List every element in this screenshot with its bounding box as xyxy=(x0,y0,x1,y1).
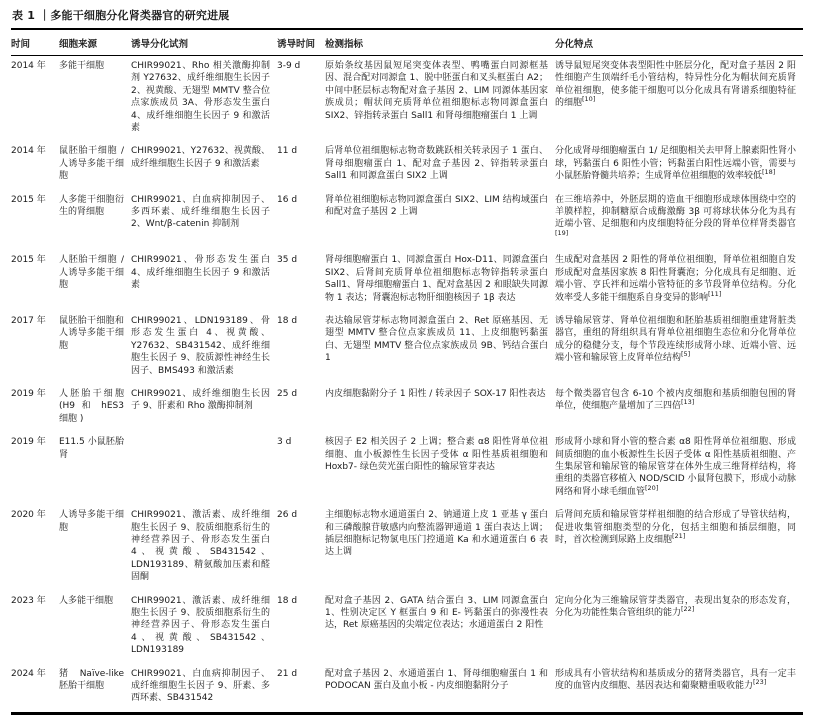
cell-source: 鼠胚胎干细胞和人诱导多能干细胞 xyxy=(59,315,124,351)
features-text: 形成肾小球和肾小管的整合素 α8 阳性肾单位祖细胞、形成间质细胞的血小板源性生长因子受体 α 阳性基质祖细胞、产生集尿管和输尿管的输尿管芽在体外生成三维肾样结构，将重组的类器官移植入 NOD/SCID 小鼠肾包膜下，形成小动脉网络和肾小球毛细血管 xyxy=(555,437,796,497)
cell-features xyxy=(555,311,803,384)
table-row xyxy=(11,384,803,432)
table-row xyxy=(11,311,803,384)
cell-source: 猪 Naïve-like 胚胎干细胞 xyxy=(59,668,124,692)
cell-reagents xyxy=(131,432,277,505)
cell-features xyxy=(555,432,803,505)
cell-features xyxy=(555,384,803,432)
col-header-duration: 诱导时间 xyxy=(277,29,325,56)
cell-source: 鼠胚胎干细胞 / 人诱导多能干细胞 xyxy=(59,146,124,182)
citation-ref: [13] xyxy=(681,398,695,407)
table-row xyxy=(11,141,803,189)
table-header xyxy=(11,29,803,56)
cell-indicators: 原始条纹基因鼠短尾突变体表型、鸭嘴蛋白同源框基因、混合配对同源盒 1、脱中胚蛋白和叉头框蛋白 A2；中间中胚层标志物配对盒子基因 2、LIM 同源体基因家族成员；帽状间充质肾单位祖细胞标志物同源盒蛋白 SIX2、锌指转录蛋白 Sall1 和肾母细胞瘤蛋白 1 上调 xyxy=(325,61,548,121)
cell-indicators: 肾母细胞瘤蛋白 1、同源盒蛋白 Hox-D11、同源盒蛋白 SIX2、后肾间充质肾单位祖细胞标志物锌指转录蛋白 Sall1、肾母细胞瘤蛋白 1、配对盒基因 2 和眼缺失同源物 1 表达；肾囊泡标志物肝细胞核因子 1β 表达 xyxy=(325,255,548,303)
cell-features xyxy=(555,190,803,251)
cell-duration: 21 d xyxy=(277,668,298,679)
cell-year: 2015 年 xyxy=(11,255,46,266)
cell-indicators: 后肾单位祖细胞标志物奇数跳跃相关转录因子 1 蛋白、肾母细胞瘤蛋白 1、配对盒子基因 2、锌指转录蛋白 Sall1 和同源盒蛋白 SIX2 上调 xyxy=(325,146,548,182)
citation-ref: [10] xyxy=(582,95,596,104)
cell-duration: 18 d xyxy=(277,315,298,326)
cell-indicators: 肾单位祖细胞标志物同源盒蛋白 SIX2、LIM 结构域蛋白和配对盒子基因 2 上调 xyxy=(325,194,548,218)
citation-ref: [20] xyxy=(645,483,659,492)
cell-source: 人胚胎干细胞 / 人诱导多能干细胞 xyxy=(59,255,124,291)
cell-indicators: 表达输尿管芽标志物同源盒蛋白 2、Ret 原癌基因、无翅型 MMTV 整合位点家族成员 11、上皮细胞钙黏蛋白、无翅型 MMTV 整合位点家族成员 9B、钙结合蛋白 1 xyxy=(325,315,548,364)
cell-duration: 18 d xyxy=(277,595,298,606)
table-title: 表 1 ｜多能干细胞分化肾类器官的研究进展 xyxy=(12,9,230,22)
citation-ref: [11] xyxy=(708,289,722,298)
col-header-indicators: 检测指标 xyxy=(325,29,555,56)
citation-ref: [23] xyxy=(753,678,767,687)
col-header-time: 时间 xyxy=(11,29,59,56)
cell-source: 人诱导多能干细胞 xyxy=(59,510,124,533)
col-header-source: 细胞来源 xyxy=(59,29,131,56)
features-text: 每个微类器官包含 6-10 个被内皮细胞和基质细胞包围的肾单位，使细胞产量增加了三四倍 xyxy=(555,388,796,412)
features-text: 在三维培养中，外胚层期的造血干细胞形成球体围绕中空的羊膜样腔，抑制糖原合成酶激酶 3β 可将球状体分化为具有近端小管、足细胞和内皮细胞特征分段的肾单位样肾类器官 xyxy=(555,194,796,230)
citation-ref: [5] xyxy=(681,350,691,359)
cell-indicators: 配对盒子基因 2、水通道蛋白 1、肾母细胞瘤蛋白 1 和 PODOCAN 蛋白及血小板 - 内皮细胞黏附分子 xyxy=(325,668,548,692)
table-row xyxy=(11,432,803,505)
cell-source: 人多能干细胞衍生的肾细胞 xyxy=(59,194,124,218)
cell-year: 2015 年 xyxy=(11,194,46,205)
col-header-features: 分化特点 xyxy=(555,29,803,56)
cell-reagents: CHIR99021、激活素、成纤维细胞生长因子 9、胶质细胞系衍生的神经营养因子、骨形态发生蛋白 4、视黄酸、SB431542、LDN193189 xyxy=(131,595,270,656)
cell-features xyxy=(555,250,803,311)
citation-ref: [21] xyxy=(672,532,686,540)
cell-reagents: CHIR99021、骨形态发生蛋白 4、成纤维细胞生长因子 9 和激活素 xyxy=(131,255,270,291)
cell-year: 2014 年 xyxy=(11,146,46,157)
cell-duration: 11 d xyxy=(277,146,298,157)
cell-year: 2024 年 xyxy=(11,668,46,679)
cell-reagents: CHIR99021、成纤维细胞生长因子 9、肝素和 Rho 激酶抑制剂 xyxy=(131,388,270,412)
cell-source: 多能干细胞 xyxy=(59,61,105,71)
features-text: 后肾间充质和输尿管芽样祖细胞的结合形成了导管状结构，促进收集管细胞类型的分化，包括主细胞和插层细胞，同时，首次检测到尿路上皮细胞 xyxy=(555,510,796,545)
cell-reagents: CHIR99021、Y27632、视黄酸、成纤维细胞生长因子 9 和激活素 xyxy=(131,146,270,169)
cell-duration: 35 d xyxy=(277,255,298,266)
cell-duration: 3-9 d xyxy=(277,61,301,71)
research-progress-table xyxy=(11,28,803,715)
cell-reagents: CHIR99021、LDN193189、骨形态发生蛋白 4、视黄酸、Y27632、SB431542、成纤维细胞生长因子 9、胶质源性神经生长因子、BMS493 和激活素 xyxy=(131,315,270,376)
cell-duration: 3 d xyxy=(277,437,292,448)
table-row xyxy=(11,505,803,590)
cell-duration: 26 d xyxy=(277,510,298,521)
features-text: 生成配对盒基因 2 阳性的肾单位祖细胞，肾单位祖细胞自发形成配对盒基因家族 8 阳性肾囊泡；分化成具有足细胞、近端小管、亨氏袢和远端小管特征的多节段肾单位结构。分化效率受人多能干细胞系自身变异的影响 xyxy=(555,255,796,303)
cell-year: 2014 年 xyxy=(11,61,46,71)
cell-reagents: CHIR99021、白血病抑制因子、成纤维细胞生长因子 9、肝素、多西环素、SB431542 xyxy=(131,668,270,704)
cell-duration: 16 d xyxy=(277,194,298,205)
table-row xyxy=(11,591,803,664)
cell-features xyxy=(555,56,803,142)
table-row xyxy=(11,56,803,142)
cell-source: 人胚胎干细胞 (H9 和 hES3 细胞 ) xyxy=(59,388,124,424)
cell-year: 2019 年 xyxy=(11,437,46,448)
citation-ref: [18] xyxy=(762,168,776,177)
cell-indicators: 核因子 E2 相关因子 2 上调；整合素 α8 阳性肾单位祖细胞、血小板源性生长因子受体 α 阳性基质祖细胞和 Hoxb7- 绿色荧光蛋白阳性的输尿管芽表达 xyxy=(325,437,548,472)
cell-year: 2019 年 xyxy=(11,388,46,399)
cell-year: 2020 年 xyxy=(11,510,46,521)
cell-features xyxy=(555,591,803,664)
citation-ref: [22] xyxy=(681,605,695,614)
cell-indicators: 内皮细胞黏附分子 1 阳性 / 转录因子 SOX-17 阳性表达 xyxy=(325,388,546,399)
cell-year: 2017 年 xyxy=(11,315,46,326)
cell-indicators: 配对盒子基因 2、GATA 结合蛋白 3、LIM 同源盒蛋白 1、性别决定区 Y 框蛋白 9 和 E- 钙黏蛋白的弥漫性表达，Ret 原癌基因的尖端定位表达；水通道蛋白 2 阳性 xyxy=(325,595,548,631)
cell-features xyxy=(555,505,803,590)
features-text: 诱导鼠短尾突变体表型阳性中胚层分化，配对盒子基因 2 阳性细胞产生顶端纤毛小管结构，特异性分化为帽状间充质肾单位祖细胞，使多能干细胞可以分化成具有肾谱系细胞特征的细胞 xyxy=(555,61,796,109)
features-text: 诱导输尿管芽、肾单位祖细胞和胚胎基质祖细胞重建肾脏类器官，重组的肾组织具有肾单位祖细胞生态位和分化肾单位成分的稳健分支，每个节段连续形成肾小球、近端小管、远端小管和输尿管上皮肾单位结构 xyxy=(555,315,796,364)
cell-features xyxy=(555,664,803,714)
cell-reagents: CHIR99021、激活素、成纤维细胞生长因子 9、胶质细胞系衍生的神经营养因子、骨形态发生蛋白 4、视黄酸、SB431542、LDN193189、精氨酸加压素和醛固酮 xyxy=(131,510,270,583)
cell-source: E11.5 小鼠胚胎肾 xyxy=(59,437,124,460)
cell-duration: 25 d xyxy=(277,388,298,399)
features-text: 分化成肾母细胞瘤蛋白 1/ 足细胞相关去甲肾上腺素阳性肾小球，钙黏蛋白 6 阳性小管；钙黏蛋白阳性远端小管，需要与小鼠胚胎脊髓共培养；生成肾单位祖细胞的效率较低 xyxy=(555,146,796,182)
table-row xyxy=(11,190,803,251)
cell-year: 2023 年 xyxy=(11,595,46,606)
col-header-reagents: 诱导分化试剂 xyxy=(131,29,277,56)
cell-source: 人多能干细胞 xyxy=(59,595,114,606)
table-row xyxy=(11,664,803,714)
features-text: 形成具有小管状结构和基质成分的猪肾类器官，具有一定丰度的血管内皮细胞、基因表达和葡聚糖重吸收能力 xyxy=(555,668,796,692)
features-text: 定向分化为三维输尿管芽类器官，表现出复杂的形态发育，分化为功能性集合管组织的能力 xyxy=(555,595,796,619)
table-body xyxy=(11,56,803,714)
cell-features xyxy=(555,141,803,189)
cell-indicators: 主细胞标志物水通道蛋白 2、钠通道上皮 1 亚基 γ 蛋白和三磷酸腺苷敏感内向整流器钾通道 1 蛋白表达上调；插层细胞标记物氯电压门控通道 Ka 和水通道蛋白 6 表达上调 xyxy=(325,510,548,558)
citation-ref: [19] xyxy=(555,228,569,237)
cell-reagents: CHIR99021、Rho 相关激酶抑制剂 Y27632、成纤维细胞生长因子 2、视黄酸、无翅型 MMTV 整合位点家族成员 3A、骨形态发生蛋白 4、成纤维细胞生长因子 9 和激活素 xyxy=(131,61,270,134)
cell-reagents: CHIR99021、白血病抑制因子、多西环素、成纤维细胞生长因子 2、Wnt/β-catenin 抑制剂 xyxy=(131,194,270,230)
table-row xyxy=(11,250,803,311)
header-row xyxy=(11,29,803,56)
